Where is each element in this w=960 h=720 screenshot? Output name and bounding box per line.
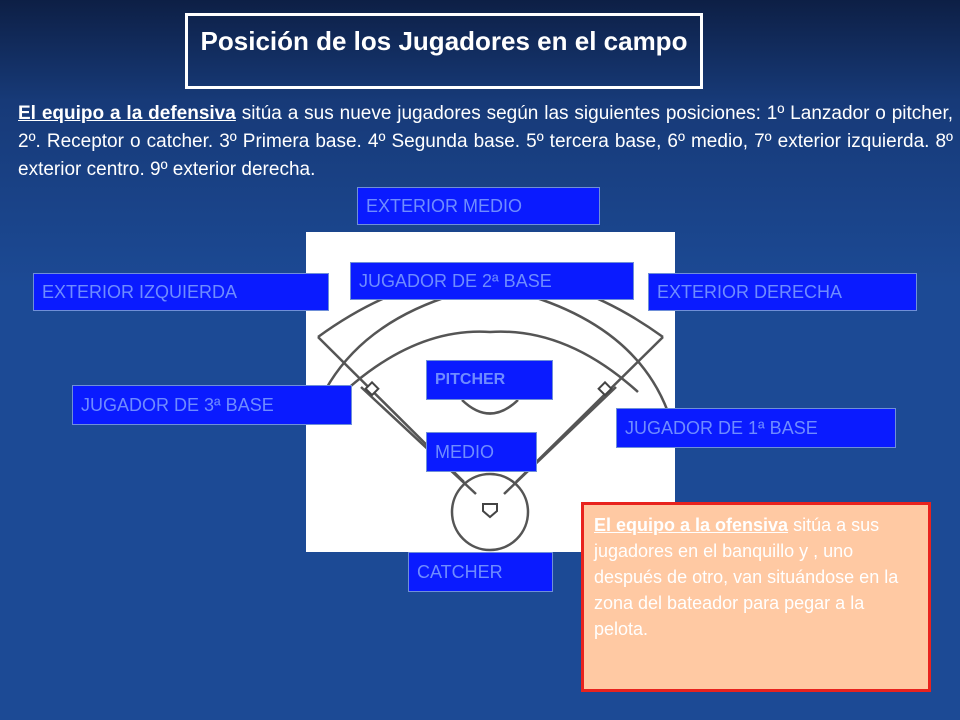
- label-pitcher: PITCHER: [426, 360, 553, 400]
- page-title: Posición de los Jugadores en el campo: [185, 13, 703, 89]
- defense-heading: El equipo a la defensiva: [18, 103, 236, 124]
- offense-text: sitúa a sus jugadores en el banquillo y , uno después de otro, van situándose en la zona del bateador para pegar a la pelota.: [594, 515, 899, 639]
- offense-heading: El equipo a la ofensiva: [594, 515, 789, 535]
- label-catcher: CATCHER: [408, 552, 553, 592]
- label-exterior-izquierda: EXTERIOR IZQUIERDA: [33, 273, 329, 311]
- label-jugador-2-base: JUGADOR DE 2ª BASE: [350, 262, 634, 300]
- intro-text: sitúa a sus nueve jugadores según las siguientes posiciones: 1º Lanzador o pitcher, 2º. Receptor o catcher. 3º Primera base. 4º Segunda base. 5º tercera base, 6º medio, 7º exterior izquierda. 8º exterior centro. 9º exterior derecha.: [18, 103, 954, 180]
- home-plate: [483, 504, 497, 517]
- label-exterior-derecha: EXTERIOR DERECHA: [648, 273, 917, 311]
- intro-paragraph: [18, 100, 953, 184]
- label-jugador-3-base: JUGADOR DE 3ª BASE: [72, 385, 352, 425]
- pitchers-mound: [462, 400, 518, 414]
- label-exterior-medio: EXTERIOR MEDIO: [357, 187, 600, 225]
- label-jugador-1-base: JUGADOR DE 1ª BASE: [616, 408, 896, 448]
- label-medio: MEDIO: [426, 432, 537, 472]
- offense-note-box: [581, 502, 931, 692]
